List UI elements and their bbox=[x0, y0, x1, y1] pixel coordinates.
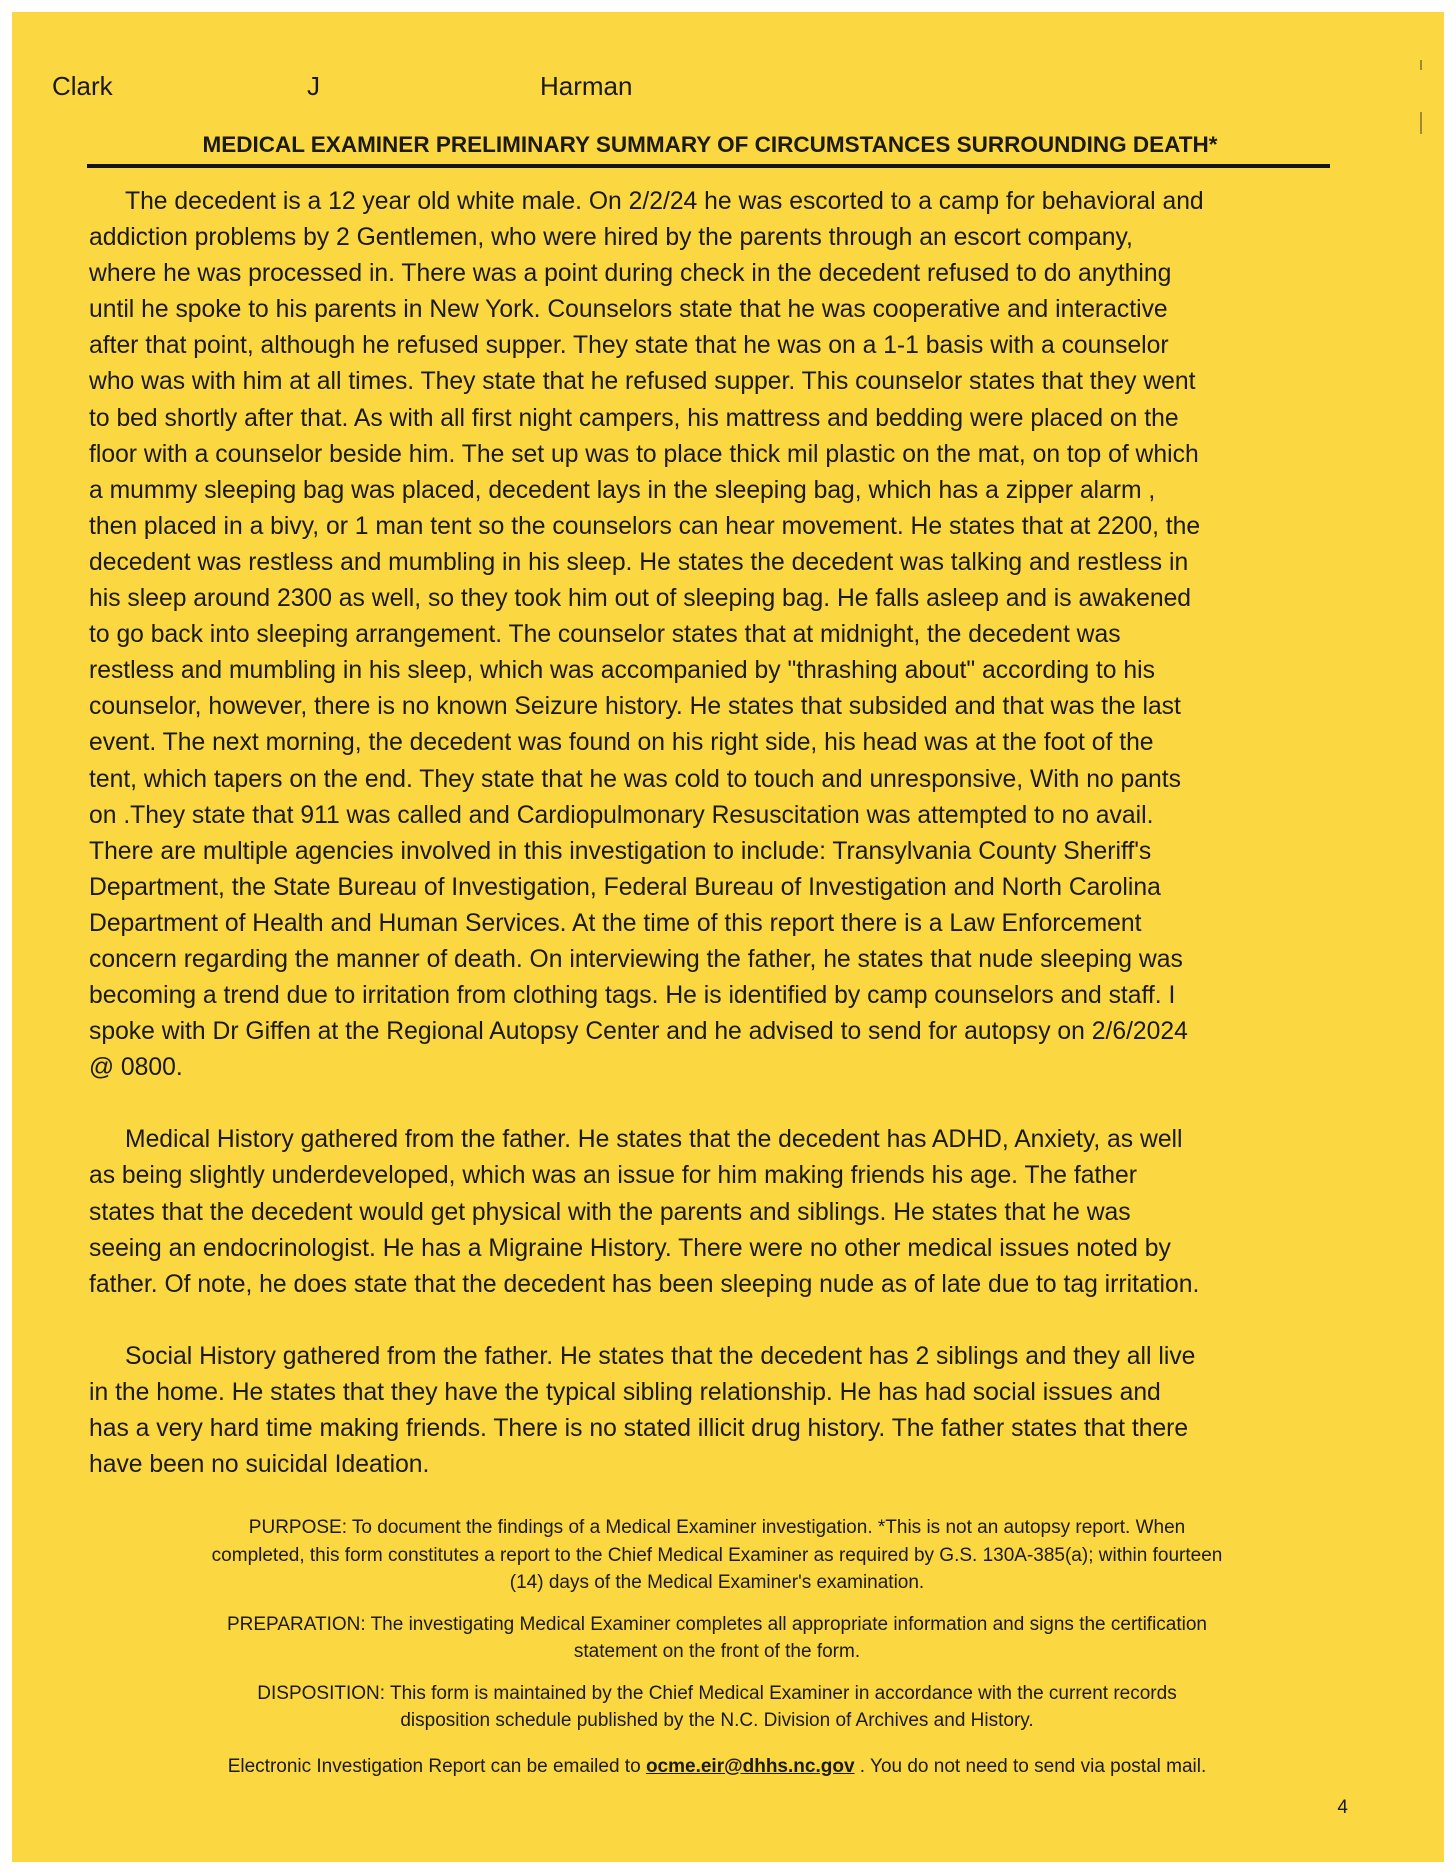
narrative-body bbox=[89, 184, 1339, 1519]
social-history-paragraph: Social History gathered from the father. He states that the decedent has 2 siblings and they all live in the home. He states that they have the typical sibling relationship. He has had social issues and has a very hard time making friends. There is no stated illicit drug history. The father states that there have been no suicidal Ideation. bbox=[89, 1342, 1196, 1479]
last-name: Clark bbox=[52, 71, 113, 101]
circumstances-paragraph: The decedent is a 12 year old white male. On 2/2/24 he was escorted to a camp for behavioral and addiction problems by 2 Gentlemen, who were hired by the parents through an escort company, where he was processed in. There was a point during check in the decedent refused to do anything until he spoke to his parents in New York. Counselors state that he was cooperative and interactive after that point, although he refused supper. They state that he was on a 1-1 basis with a counselor who was with him at all times. They state that he refused supper. This counselor states that they went to bed shortly after that. As with all first night campers, his mattress and bedding were placed on the floor with a counselor beside him. The set up was to place thick mil plastic on the mat, on top of which a mummy sleeping bag was placed, decedent lays in the sleeping bag, which has a zipper alarm , then placed in a bivy, or 1 man tent so the counselors can hear movement. He states that at 2200, the decedent was restless and mumbling in his sleep. He states the decedent was talking and restless in his sleep around 2300 as well, so they took him out of sleeping bag. He falls asleep and is awakened to go back into sleeping arrangement. The counselor states that at midnight, the decedent was restless and mumbling in his sleep, which was accompanied by "thrashing about" according to his counselor, however, there is no known Seizure history. He states that subsided and that was the last event. The next morning, the decedent was found on his right side, his head was at the foot of the tent, which tapers on the end. They state that he was cold to touch and unresponsive, With no pants on .They state that 911 was called and Cardiopulmonary Resuscitation was attempted to no avail. There are multiple agencies involved in this investigation to include: Transylvania County Sheriff's Department, the State Bureau of Investigation, Federal Bureau of Investigation and North Carolina Department of Health and Human Services. At the time of this report there is a Law Enforcement concern regarding the manner of death. On interviewing the father, he states that nude sleeping was becoming a trend due to irritation from clothing tags. He is identified by camp counselors and staff. I spoke with Dr Giffen at the Regional Autopsy Center and he advised to send for autopsy on 2/6/2024 @ 0800. bbox=[89, 188, 1204, 1082]
page-number: 4 bbox=[1337, 1797, 1348, 1818]
email-link[interactable]: ocme.eir@dhhs.nc.gov bbox=[645, 1755, 855, 1777]
page-title: MEDICAL EXAMINER PRELIMINARY SUMMARY OF CIRCUMSTANCES SURROUNDING DEATH* bbox=[202, 132, 1218, 157]
email-prefix: Electronic Investigation Report can be emailed to bbox=[227, 1755, 641, 1777]
scan-mark bbox=[1420, 112, 1422, 134]
document-page bbox=[12, 12, 1444, 1862]
first-name: Harman bbox=[540, 71, 633, 101]
email-suffix: . You do not need to send via postal mail. bbox=[859, 1755, 1207, 1777]
purpose-note: PURPOSE: To document the findings of a Medical Examiner investigation. *This is not an autopsy report. When completed, this form constitutes a report to the Chief Medical Examiner as required by G.S. 130A-385(a); within fourteen (14) days of the Medical Examiner's examination. bbox=[211, 1517, 1223, 1593]
medical-history-paragraph: Medical History gathered from the father. He states that the decedent has ADHD, Anxiety, as well as being slightly underdeveloped, which was an issue for him making friends his age. The father states that the decedent would get physical with the parents and siblings. He states that he was seeing an endocrinologist. He has a Migraine History. There were no other medical issues noted by father. Of note, he does state that the decedent has been sleeping nude as of late due to tag irritation. bbox=[89, 1126, 1200, 1298]
title-divider bbox=[87, 164, 1330, 168]
middle-initial: J bbox=[307, 71, 320, 101]
scan-mark bbox=[1420, 60, 1422, 70]
email-note bbox=[92, 1753, 1342, 1781]
disposition-note: DISPOSITION: This form is maintained by the Chief Medical Examiner in accordance with the current records disposition schedule published by the N.C. Division of Archives and History. bbox=[257, 1682, 1177, 1731]
decedent-name-row bbox=[52, 71, 1352, 103]
preparation-note: PREPARATION: The investigating Medical Examiner completes all appropriate information and signs the certification statement on the front of the form. bbox=[226, 1613, 1207, 1662]
form-instructions bbox=[92, 1514, 1342, 1794]
